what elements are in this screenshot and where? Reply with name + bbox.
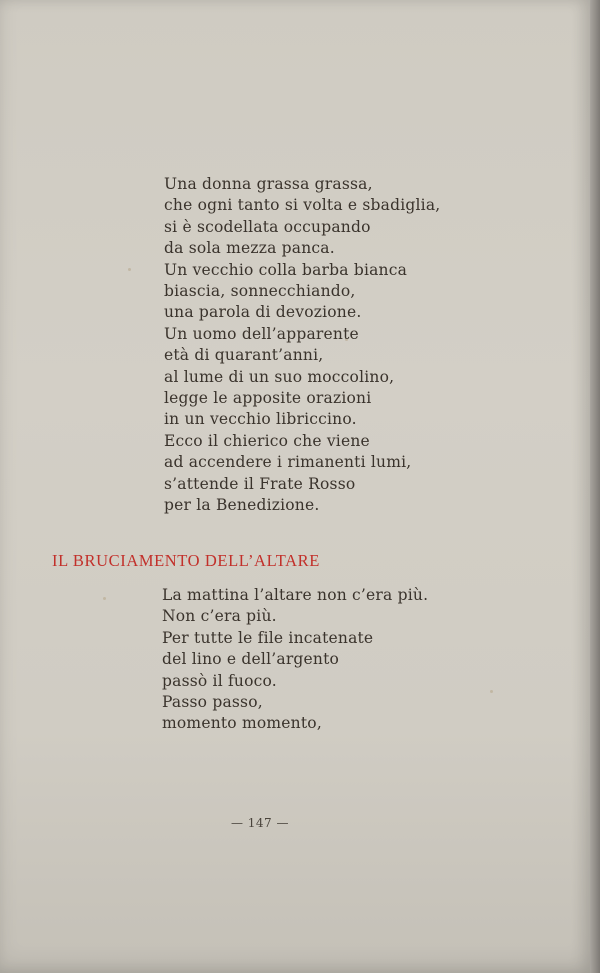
poem-line: si è scodellata occupando bbox=[164, 217, 371, 236]
paper-speck bbox=[128, 268, 131, 271]
poem-line: momento momento, bbox=[162, 714, 322, 733]
poem-line: Non c’era più. bbox=[162, 607, 277, 626]
poem-stanza-2 bbox=[162, 585, 428, 735]
poem-line: biascia, sonnecchiando, bbox=[164, 282, 356, 301]
poem-line: una parola di devozione. bbox=[164, 303, 362, 322]
poem-line: età di quarant’anni, bbox=[164, 346, 324, 365]
poem-line: Una donna grassa grassa, bbox=[164, 175, 373, 193]
poem-line: del lino e dell’argento bbox=[162, 650, 340, 669]
section-heading: IL BRUCIAMENTO DELL’ALTARE bbox=[52, 551, 320, 570]
poem-stanza-1 bbox=[164, 174, 440, 517]
poem-line: al lume di un suo moccolino, bbox=[164, 367, 395, 386]
poem-line: che ogni tanto si volta e sbadiglia, bbox=[164, 196, 441, 215]
poem-line: Ecco il chierico che viene bbox=[164, 431, 370, 450]
poem-line: per la Benedizione. bbox=[164, 496, 320, 515]
poem-line: Per tutte le file incatenate bbox=[162, 628, 374, 647]
poem-line: passò il fuoco. bbox=[162, 671, 277, 690]
paper-speck bbox=[490, 690, 493, 693]
poem-line: s’attende il Frate Rosso bbox=[164, 474, 356, 493]
poem-line: Un uomo dell’apparente bbox=[164, 324, 359, 343]
poem-line: La mattina l’altare non c’era più. bbox=[162, 586, 429, 604]
page-number: — 147 — bbox=[230, 816, 290, 830]
paper-speck bbox=[103, 597, 106, 600]
poem-line: legge le apposite orazioni bbox=[164, 389, 372, 408]
poem-line: in un vecchio libriccino. bbox=[164, 410, 357, 429]
poem-line: ad accendere i rimanenti lumi, bbox=[164, 453, 412, 472]
poem-line: da sola mezza panca. bbox=[164, 239, 335, 258]
page-edge bbox=[590, 0, 600, 973]
poem-line: Un vecchio colla barba bianca bbox=[164, 260, 408, 279]
poem-line: Passo passo, bbox=[162, 693, 263, 712]
